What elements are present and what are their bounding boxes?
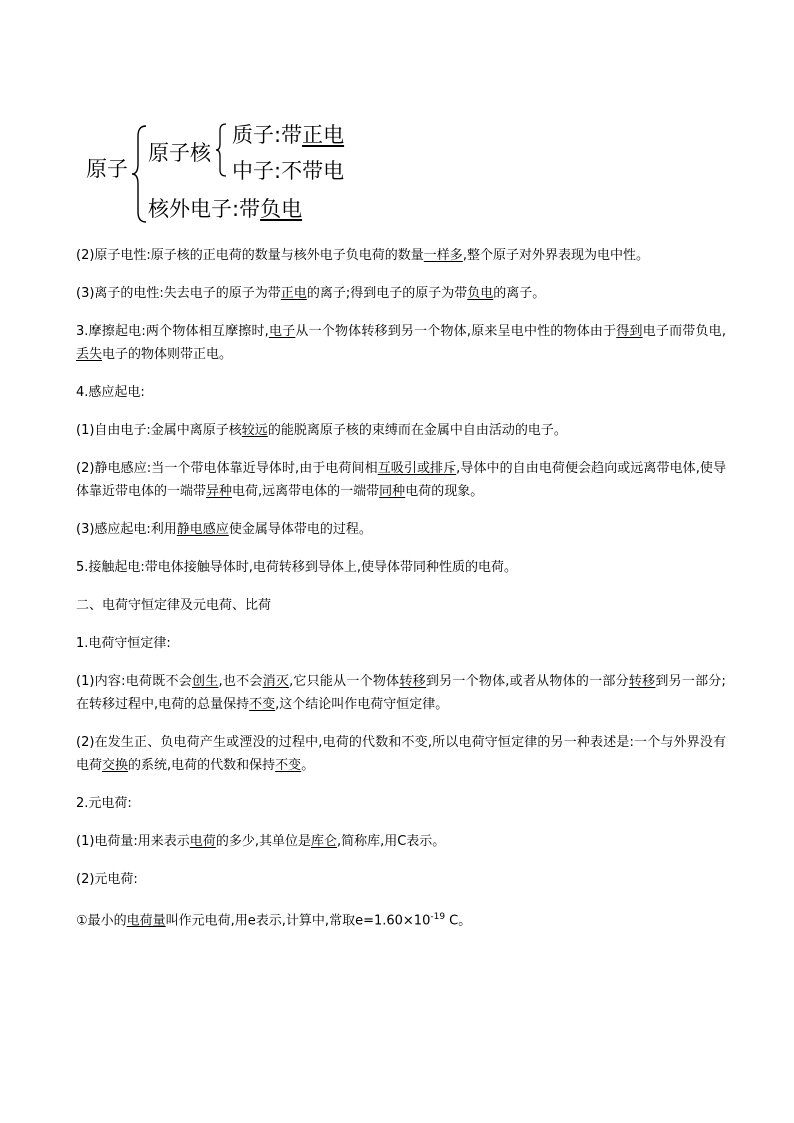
paragraph-law-alternate: (2)在发生正、负电荷产生或湮没的过程中,电荷的代数和不变,所以电荷守恒定律的另一种表述是:一个与外界没有电荷交换的系统,电荷的代数和保持不变。 [76,735,726,773]
section-heading-conservation: 二、电荷守恒定律及元电荷、比荷 [76,598,272,613]
outer-brace-icon [130,124,148,224]
paragraph-induced-charging: (3)感应起电:利用静电感应使金属导体带电的过程。 [76,522,372,537]
paragraph-contact-charging: 5.接触起电:带电体接触导体时,电荷转移到导体上,使导体带同种性质的电荷。 [76,560,518,575]
heading-induction: 4.感应起电: [76,385,145,400]
paragraph-charge-quantity: (1)电荷量:用来表示电荷的多少,其单位是库仑,简称库,用C表示。 [76,834,446,849]
atom-structure-diagram [86,118,386,228]
paragraph-electrostatic-induction: (2)静电感应:当一个带电体靠近导体时,由于电荷间相互吸引或排斥,导体中的自由电荷便会趋向或远离带电体,使导体靠近带电体的一端带异种电荷,远离带电体的一端带同种电荷的现象。 [76,461,726,499]
paragraph-friction: 3.摩擦起电:两个物体相互摩擦时,电子从一个物体转移到另一个物体,原来呈电中性的物体由于得到电子而带负电,丢失电子的物体则带正电。 [76,324,726,362]
paragraph-ion-charge: (3)离子的电性:失去电子的原子为带正电的离子;得到电子的原子为带负电的离子。 [76,286,546,301]
proton-charge: 正电 [302,123,345,147]
proton-line: 质子:带正电 [232,123,345,147]
paragraph-law-content: (1)内容:电荷既不会创生,也不会消灭,它只能从一个物体转移到另一个物体,或者从物体的一部分转移到另一部分;在转移过程中,电荷的总量保持不变,这个结论叫作电荷守恒定律。 [76,674,726,712]
paragraph-elementary-charge-value: ①最小的电荷量叫作元电荷,用e表示,计算中,常取$e=1.60\times 10^{-19}$ C。 [76,912,472,929]
heading-elementary-charge: 2.元电荷: [76,796,132,811]
paragraph-atom-charge: (2)原子电性:原子核的正电荷的数量与核外电子负电荷的数量一样多,整个原子对外界表现为电中性。 [76,248,649,263]
heading-conservation-law: 1.电荷守恒定律: [76,636,171,651]
neutron-line: 中子:不带电 [232,159,345,183]
nucleus-label: 原子核 [148,141,211,165]
document-body [76,244,726,947]
electron-line: 核外电子:带负电 [148,197,303,221]
paragraph-free-electron: (1)自由电子:金属中离原子核较远的能脱离原子核的束缚而在金属中自由活动的电子。 [76,423,567,438]
subheading-elementary-charge: (2)元电荷: [76,872,138,887]
electron-charge: 负电 [260,197,303,221]
inner-brace-icon [214,122,228,178]
atom-label: 原子 [86,157,128,181]
